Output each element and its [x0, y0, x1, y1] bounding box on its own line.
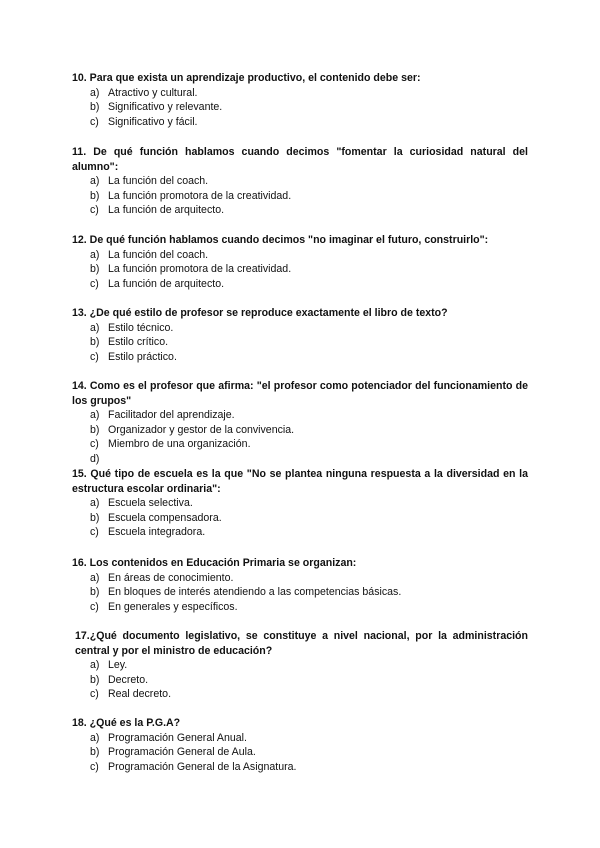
option-text: Organizador y gestor de la convivencia.: [108, 423, 295, 436]
option-list: [72, 321, 528, 365]
question-text: 17.¿Qué documento legislativo, se constituye a nivel nacional, por la administración central y por el ministro de educación?: [75, 630, 528, 657]
option-text: Miembro de una organización.: [108, 438, 251, 450]
option-list: [72, 248, 528, 292]
option-letter: c): [90, 277, 99, 290]
option-letter: a): [90, 659, 100, 671]
option-text: La función del coach.: [108, 175, 209, 187]
option-item: [72, 760, 528, 775]
option-letter: c): [90, 600, 99, 613]
option-text: Real decreto.: [108, 688, 172, 700]
option-item: [72, 423, 528, 438]
option-item: [72, 525, 528, 540]
option-text: La función del coach.: [108, 248, 209, 261]
option-letter: a): [90, 248, 100, 261]
option-item: [72, 687, 528, 702]
option-letter: d): [90, 452, 100, 465]
option-letter: c): [90, 350, 99, 363]
option-text: Programación General de la Asignatura.: [108, 760, 297, 773]
option-letter: b): [90, 423, 100, 436]
option-text: La función de arquitecto.: [108, 277, 225, 290]
option-text: Estilo práctico.: [108, 350, 177, 363]
option-letter: c): [90, 526, 99, 538]
option-item: [72, 571, 528, 586]
option-item: [72, 248, 528, 263]
option-item: [72, 335, 528, 350]
option-item: [72, 731, 528, 746]
option-list: [72, 731, 528, 775]
option-item: [72, 86, 528, 101]
option-list: [72, 571, 528, 615]
option-letter: b): [90, 263, 100, 275]
question-text: 15. Qué tipo de escuela es la que "No se plantea ninguna respuesta a la diversidad en la estructura escolar ordinaria":: [72, 468, 528, 495]
question-16: [72, 556, 528, 614]
option-list: [72, 408, 528, 465]
option-item: [72, 511, 528, 526]
option-letter: a): [90, 571, 100, 584]
question-15: [72, 467, 528, 540]
option-item: [72, 600, 528, 615]
option-list: [72, 496, 528, 540]
question-11: [72, 145, 528, 218]
question-text: 18. ¿Qué es la P.G.A?: [72, 717, 181, 729]
question-14: [72, 379, 528, 465]
option-text: La función de arquitecto.: [108, 204, 225, 216]
question-text: 13. ¿De qué estilo de profesor se reproduce exactamente el libro de texto?: [72, 307, 448, 319]
option-item: [72, 277, 528, 292]
question-13: [72, 306, 528, 364]
option-text: Estilo crítico.: [108, 336, 169, 348]
question-text: 10. Para que exista un aprendizaje productivo, el contenido debe ser:: [72, 72, 421, 84]
option-letter: c): [90, 760, 99, 773]
question-text: 12. De qué función hablamos cuando decimos "no imaginar el futuro, construirlo":: [72, 234, 489, 246]
option-item: [72, 673, 528, 688]
option-item: [72, 203, 528, 218]
question-10: [72, 71, 528, 129]
option-text: Escuela integradora.: [108, 526, 206, 538]
question-text: 14. Como es el profesor que afirma: "el profesor como potenciador del funcionamiento de los grupos": [72, 380, 528, 407]
option-text: Decreto.: [108, 673, 149, 686]
option-text: Ley.: [108, 659, 128, 671]
question-text: 11. De qué función hablamos cuando decimos "fomentar la curiosidad natural del alumno":: [72, 146, 528, 173]
question-12: [72, 233, 528, 291]
option-item: [72, 321, 528, 336]
option-letter: b): [90, 189, 100, 202]
option-list: [72, 174, 528, 218]
option-letter: c): [90, 438, 99, 450]
option-item: [72, 496, 528, 511]
option-text: Significativo y relevante.: [108, 101, 223, 113]
option-letter: a): [90, 86, 100, 99]
option-letter: a): [90, 497, 100, 509]
option-item: [72, 745, 528, 760]
option-text: Estilo técnico.: [108, 321, 174, 334]
option-letter: b): [90, 101, 100, 113]
option-item: [72, 408, 528, 423]
option-item: [72, 115, 528, 130]
option-item: [72, 350, 528, 365]
question-18: [72, 716, 528, 774]
option-letter: c): [90, 688, 99, 700]
option-letter: b): [90, 511, 100, 524]
option-item: [72, 437, 528, 452]
option-text: Programación General de Aula.: [108, 746, 256, 758]
option-item: [72, 658, 528, 673]
question-17: [75, 629, 528, 702]
option-item: [72, 262, 528, 277]
option-text: Atractivo y cultural.: [108, 86, 198, 99]
option-item: [72, 585, 528, 600]
option-letter: b): [90, 336, 100, 348]
option-letter: a): [90, 409, 100, 421]
option-text: Programación General Anual.: [108, 731, 247, 744]
option-letter: b): [90, 746, 100, 758]
option-letter: c): [90, 204, 99, 216]
option-text: En áreas de conocimiento.: [108, 571, 234, 584]
option-item: [72, 100, 528, 115]
option-text: En bloques de interés atendiendo a las competencias básicas.: [108, 586, 402, 598]
option-text: Escuela compensadora.: [108, 511, 222, 524]
option-text: Significativo y fácil.: [108, 115, 198, 128]
option-letter: c): [90, 115, 99, 128]
option-text: En generales y específicos.: [108, 600, 238, 613]
option-text: La función promotora de la creatividad.: [108, 263, 292, 275]
option-letter: b): [90, 586, 100, 598]
option-letter: a): [90, 175, 100, 187]
option-text: Facilitador del aprendizaje.: [108, 409, 235, 421]
option-list: [72, 86, 528, 130]
question-text: 16. Los contenidos en Educación Primaria se organizan:: [72, 557, 357, 569]
option-letter: b): [90, 673, 100, 686]
option-text: Escuela selectiva.: [108, 497, 193, 509]
option-text: La función promotora de la creatividad.: [108, 189, 292, 202]
option-letter: a): [90, 321, 100, 334]
option-item: [72, 189, 528, 204]
option-item: [72, 174, 528, 189]
option-letter: a): [90, 731, 100, 744]
option-list: [72, 658, 528, 702]
